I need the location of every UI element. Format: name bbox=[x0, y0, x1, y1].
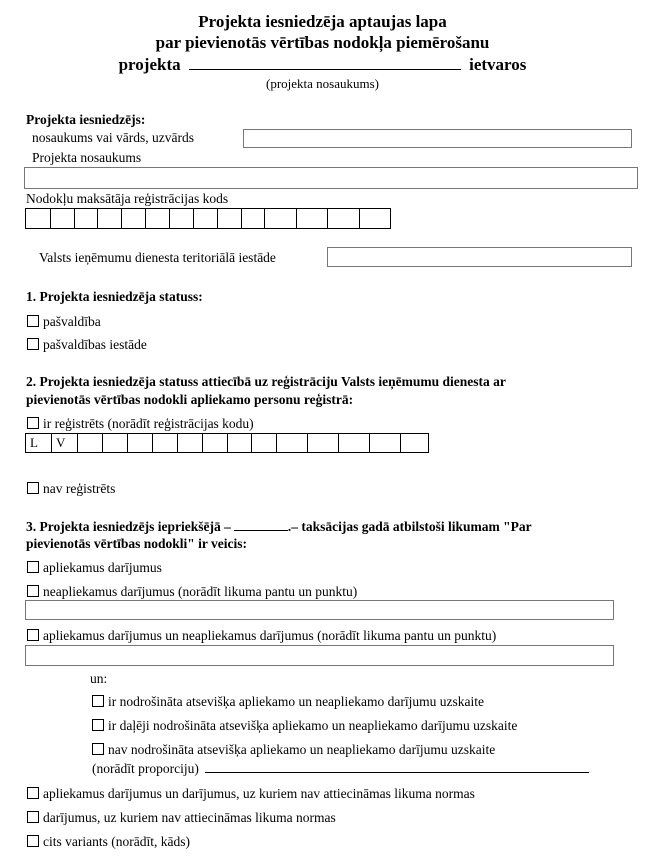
title-prefix: projekta bbox=[118, 55, 181, 74]
checkbox[interactable] bbox=[27, 811, 39, 823]
section3-heading-pre: 3. Projekta iesniedzējs iepriekšējā – bbox=[26, 519, 231, 534]
sub-option-separate-accounting[interactable] bbox=[92, 694, 484, 710]
option-label: apliekamus darījumus bbox=[43, 560, 162, 575]
tax-code-cell[interactable] bbox=[265, 209, 296, 228]
checkbox[interactable] bbox=[27, 482, 39, 494]
registered-option[interactable] bbox=[27, 416, 254, 432]
tax-code-cell[interactable] bbox=[170, 209, 194, 228]
tax-code-cell[interactable] bbox=[194, 209, 218, 228]
proportion-blank[interactable] bbox=[205, 760, 589, 773]
status-option-municipal-institution[interactable] bbox=[27, 337, 147, 353]
option-label: pašvaldības iestāde bbox=[43, 337, 147, 352]
vat-code-cell[interactable] bbox=[228, 434, 253, 452]
name-input[interactable] bbox=[243, 129, 632, 148]
checkbox[interactable] bbox=[27, 835, 39, 847]
not-registered-option[interactable] bbox=[27, 481, 115, 497]
vat-code-cell[interactable] bbox=[401, 434, 429, 452]
checkbox[interactable] bbox=[27, 561, 39, 573]
tax-code-cell[interactable] bbox=[51, 209, 75, 228]
vat-code-cell[interactable] bbox=[339, 434, 370, 452]
tax-code-cell[interactable] bbox=[98, 209, 122, 228]
option-label: neapliekamus darījumus (norādīt likuma pantu un punktu) bbox=[43, 584, 358, 599]
checkbox[interactable] bbox=[92, 719, 104, 731]
checkbox[interactable] bbox=[27, 629, 39, 641]
vat-code-grid[interactable] bbox=[25, 433, 429, 453]
proportion-label: (norādīt proporciju) bbox=[92, 761, 199, 776]
tax-code-grid[interactable] bbox=[25, 208, 391, 229]
section3-heading-post: .– taksācijas gadā atbilstoši likumam "Par bbox=[287, 519, 532, 534]
name-label: nosaukums vai vārds, uzvārds bbox=[32, 130, 194, 145]
un-label: un: bbox=[90, 671, 108, 686]
vat-code-cell[interactable] bbox=[78, 434, 103, 452]
section2-heading-line2: pievienotās vērtības nodokli apliekamo personu reģistrā: bbox=[26, 392, 354, 407]
option-label: apliekamus darījumus un neapliekamus darījumus (norādīt likuma pantu un punktu) bbox=[43, 628, 497, 643]
vat-code-cell[interactable] bbox=[178, 434, 203, 452]
vat-code-cell[interactable] bbox=[277, 434, 308, 452]
form-title-line2: par pievienotās vērtības nodokļa piemērošanu bbox=[155, 33, 490, 52]
option-non-taxable[interactable] bbox=[27, 584, 357, 600]
checkbox[interactable] bbox=[92, 743, 104, 755]
applicant-heading: Projekta iesniedzējs: bbox=[26, 112, 146, 127]
tax-code-label: Nodokļu maksātāja reģistrācijas kods bbox=[26, 191, 229, 206]
option-label: darījumus, uz kuriem nav attiecināmas likuma normas bbox=[43, 810, 336, 825]
option-label: ir daļēji nodrošināta atsevišķa apliekamo un neapliekamo darījumu uzskaite bbox=[108, 718, 518, 733]
checkbox[interactable] bbox=[27, 417, 39, 429]
vat-code-cell: L bbox=[26, 434, 52, 452]
non-taxable-article-input[interactable] bbox=[25, 600, 614, 620]
tax-code-cell[interactable] bbox=[360, 209, 391, 228]
vat-code-cell[interactable] bbox=[308, 434, 339, 452]
proportion-row bbox=[92, 760, 589, 777]
mixed-article-input[interactable] bbox=[25, 645, 614, 666]
tax-code-cell[interactable] bbox=[328, 209, 359, 228]
tax-year-blank[interactable] bbox=[234, 518, 288, 531]
option-label: apliekamus darījumus un darījumus, uz kuriem nav attiecināmas likuma normas bbox=[43, 786, 475, 801]
section3-heading-line1 bbox=[26, 518, 532, 535]
checkbox[interactable] bbox=[92, 695, 104, 707]
section2-heading-line1: 2. Projekta iesniedzēja statuss attiecībā uz reģistrāciju Valsts ieņēmumu dienesta ar bbox=[26, 374, 506, 389]
checkbox[interactable] bbox=[27, 338, 39, 350]
project-name-label: Projekta nosaukums bbox=[32, 150, 142, 165]
form-title-line3 bbox=[0, 54, 645, 75]
option-label: pašvaldība bbox=[43, 314, 101, 329]
checkbox[interactable] bbox=[27, 585, 39, 597]
status-option-municipality[interactable] bbox=[27, 314, 101, 330]
vat-code-cell[interactable] bbox=[370, 434, 401, 452]
vat-code-cell[interactable] bbox=[103, 434, 128, 452]
form-title-line1: Projekta iesniedzēja aptaujas lapa bbox=[198, 12, 447, 31]
tax-code-cell[interactable] bbox=[218, 209, 242, 228]
vat-code-cell[interactable] bbox=[252, 434, 277, 452]
option-label: cits variants (norādīt, kāds) bbox=[43, 834, 190, 849]
tax-code-cell[interactable] bbox=[242, 209, 266, 228]
section3-heading-line2: pievienotās vērtības nodokli" ir veicis: bbox=[26, 536, 247, 551]
tax-code-cell[interactable] bbox=[75, 209, 99, 228]
option-label: nav nodrošināta atsevišķa apliekamo un neapliekamo darījumu uzskaite bbox=[108, 742, 496, 757]
vat-code-cell: V bbox=[52, 434, 78, 452]
option-label: ir reģistrēts (norādīt reģistrācijas kodu) bbox=[43, 416, 254, 431]
vid-label: Valsts ieņēmumu dienesta teritoriālā iestāde bbox=[39, 250, 276, 265]
option-out-of-scope[interactable] bbox=[27, 810, 336, 826]
checkbox[interactable] bbox=[27, 315, 39, 327]
checkbox[interactable] bbox=[27, 787, 39, 799]
option-taxable[interactable] bbox=[27, 560, 162, 576]
vid-input[interactable] bbox=[327, 247, 632, 267]
project-name-input[interactable] bbox=[24, 167, 638, 189]
vat-code-cell[interactable] bbox=[128, 434, 153, 452]
option-label: ir nodrošināta atsevišķa apliekamo un neapliekamo darījumu uzskaite bbox=[108, 694, 485, 709]
project-title-blank[interactable] bbox=[189, 54, 461, 70]
project-name-caption: (projekta nosaukums) bbox=[265, 76, 379, 91]
option-label: nav reģistrēts bbox=[43, 481, 116, 496]
option-other[interactable] bbox=[27, 834, 190, 850]
tax-code-cell[interactable] bbox=[297, 209, 328, 228]
tax-code-cell[interactable] bbox=[26, 209, 51, 228]
option-taxable-and-out-of-scope[interactable] bbox=[27, 786, 475, 802]
option-taxable-and-non-taxable[interactable] bbox=[27, 628, 496, 644]
title-suffix: ietvaros bbox=[469, 55, 527, 74]
vat-code-cell[interactable] bbox=[203, 434, 228, 452]
tax-code-cell[interactable] bbox=[146, 209, 170, 228]
sub-option-partial-accounting[interactable] bbox=[92, 718, 517, 734]
sub-option-no-accounting[interactable] bbox=[92, 742, 495, 758]
tax-code-cell[interactable] bbox=[122, 209, 146, 228]
vat-code-cell[interactable] bbox=[153, 434, 178, 452]
section1-heading: 1. Projekta iesniedzēja statuss: bbox=[26, 289, 203, 304]
